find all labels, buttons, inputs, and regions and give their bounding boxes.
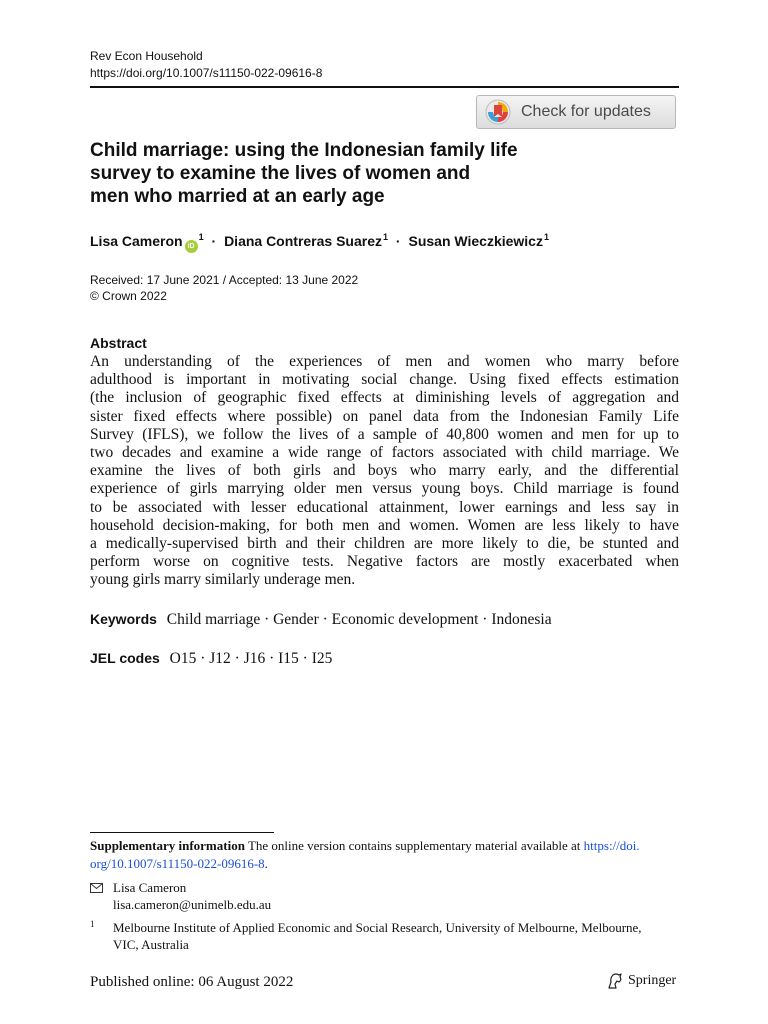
corresponding-email[interactable]: lisa.cameron@unimelb.edu.au — [113, 897, 272, 912]
check-updates-icon — [485, 99, 511, 125]
abstract-line: Survey (IFLS), we follow the lives of a sample of 40,800 women and men for up to — [90, 425, 679, 443]
supp-link[interactable]: org/10.1007/s11150-022-09616-8 — [90, 856, 265, 871]
springer-horse-icon — [606, 972, 624, 990]
title-line: Child marriage: using the Indonesian family life — [90, 140, 518, 161]
keywords-text: Child marriage · Gender · Economic development · Indonesia — [166, 611, 552, 628]
check-updates-label: Check for updates — [521, 103, 651, 120]
title-line: men who married at an early age — [90, 186, 385, 207]
author-separator: · — [395, 233, 401, 249]
abstract-line: a medically-supervised birth and their children are more likely to die, be stunted and — [90, 535, 679, 553]
published-date: Published online: 06 August 2022 — [90, 974, 294, 990]
author-separator: · — [211, 233, 217, 249]
received-accepted-dates: Received: 17 June 2021 / Accepted: 13 June 2022 — [90, 273, 359, 287]
supplementary-info — [90, 837, 679, 873]
abstract-line: sister fixed effects where possible) on panel data from the Indonesian Family Life — [90, 407, 679, 425]
keywords-label: Keywords — [90, 611, 157, 627]
header-rule — [90, 86, 679, 88]
abstract-line: perform worse on cognitive tests. Negative factors are mostly exacerbated when — [90, 553, 679, 571]
envelope-icon — [90, 883, 103, 893]
doi-link[interactable]: https://doi.org/10.1007/s11150-022-09616-8 — [90, 66, 323, 80]
jel-label: JEL codes — [90, 650, 160, 666]
jel-codes — [90, 650, 332, 668]
author-name[interactable]: Diana Contreras Suarez — [224, 233, 383, 249]
title-line: survey to examine the lives of women and — [90, 163, 471, 184]
abstract-line: to be associated with lesser educational attainment, lower earnings and less say in — [90, 498, 679, 516]
abstract-line: (the inclusion of geographic fixed effects at diminishing levels of aggregation and — [90, 389, 679, 407]
abstract-line: experience of girls marrying older men versus young boys. Child marriage is found — [90, 480, 679, 498]
keywords — [90, 611, 552, 629]
abstract-line: household decision-making, for both men and women. Women are less likely to have — [90, 516, 679, 534]
author-name[interactable]: Susan Wieczkiewicz — [408, 233, 543, 249]
article-title — [90, 139, 560, 208]
springer-logo — [606, 972, 676, 990]
check-for-updates-button[interactable] — [476, 95, 676, 129]
journal-name: Rev Econ Household — [90, 49, 203, 63]
affiliation-line: Melbourne Institute of Applied Economic and Social Research, University of Melbourne, Melbourne, — [113, 920, 642, 935]
author-name[interactable]: Lisa Cameron — [90, 233, 183, 249]
corresponding-author: Lisa Cameron — [113, 880, 187, 895]
affiliation-marker: 1 — [543, 232, 549, 242]
abstract-line: An understanding of the experiences of men and women who marry before — [90, 353, 679, 370]
author-list — [90, 232, 549, 253]
abstract-body — [90, 353, 679, 590]
footnote-rule — [90, 832, 274, 833]
abstract-line: young girls marry similarly underage men. — [90, 571, 356, 589]
affiliation-line: VIC, Australia — [113, 937, 189, 952]
orcid-icon[interactable]: iD — [185, 240, 198, 253]
abstract-heading: Abstract — [90, 335, 147, 351]
abstract-line: adulthood is important in motivating social change. Using fixed effects estimation — [90, 371, 679, 389]
supp-text: The online version contains supplementary material available at — [247, 838, 581, 853]
copyright: © Crown 2022 — [90, 289, 167, 303]
abstract-line: two decades and examine a wide range of factors associated with child marriage. We — [90, 444, 679, 462]
affiliation-marker: 1 — [383, 232, 389, 242]
supp-label: Supplementary information — [90, 838, 245, 853]
jel-text: O15 · J12 · J16 · I15 · I25 — [169, 650, 333, 667]
affiliation-number: 1 — [90, 919, 95, 929]
abstract-line: examine the lives of both girls and boys who marry early, and the differential — [90, 462, 679, 480]
supp-link[interactable]: https://doi. — [583, 838, 640, 853]
supp-end: . — [264, 856, 268, 871]
affiliation — [113, 919, 679, 953]
publisher-name: Springer — [628, 973, 677, 988]
affiliation-marker: 1 — [198, 232, 204, 242]
